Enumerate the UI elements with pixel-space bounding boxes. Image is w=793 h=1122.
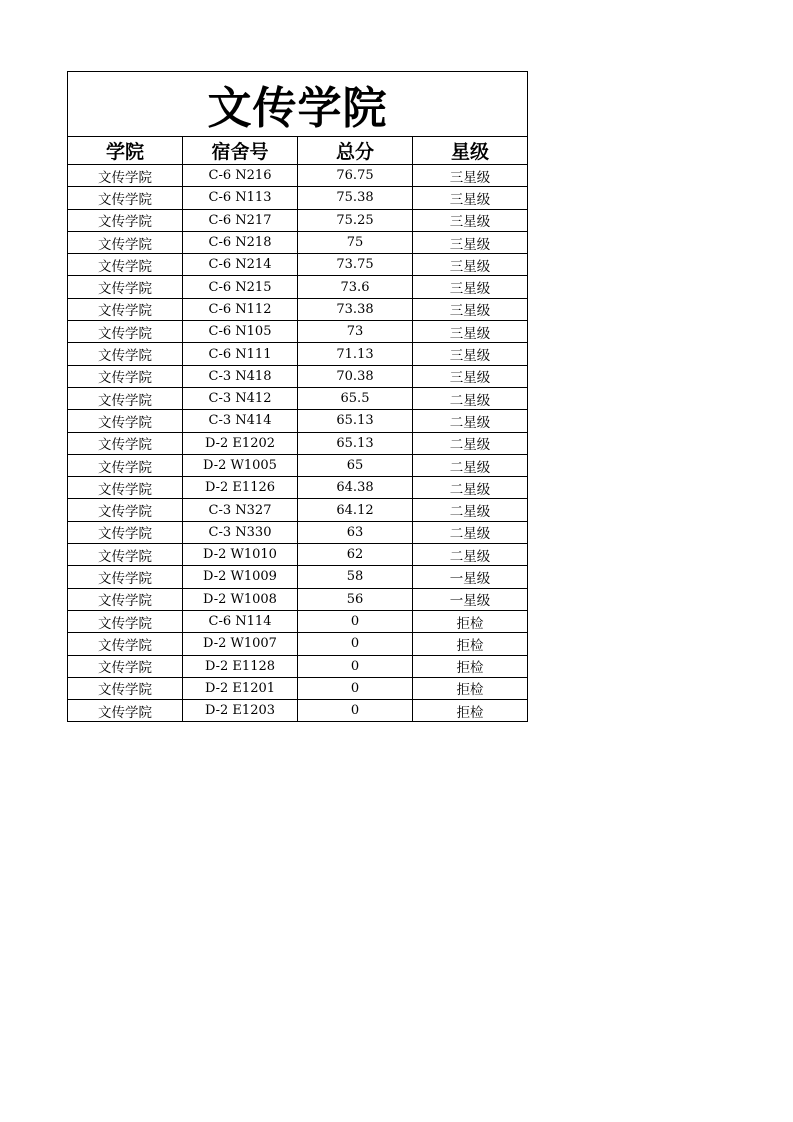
cell-score: 62 xyxy=(298,544,413,566)
cell-score: 63 xyxy=(298,521,413,543)
cell-room: C-3 N418 xyxy=(183,365,298,387)
cell-star: 拒检 xyxy=(413,610,528,632)
cell-college: 文传学院 xyxy=(68,610,183,632)
cell-score: 0 xyxy=(298,633,413,655)
table-row xyxy=(68,165,528,187)
cell-score: 71.13 xyxy=(298,343,413,365)
cell-star: 二星级 xyxy=(413,387,528,409)
cell-room: D-2 W1005 xyxy=(183,454,298,476)
cell-score: 73 xyxy=(298,321,413,343)
cell-room: C-3 N414 xyxy=(183,410,298,432)
cell-college: 文传学院 xyxy=(68,633,183,655)
cell-score: 75.25 xyxy=(298,209,413,231)
table-row xyxy=(68,410,528,432)
cell-score: 0 xyxy=(298,700,413,722)
cell-college: 文传学院 xyxy=(68,387,183,409)
cell-star: 三星级 xyxy=(413,321,528,343)
cell-star: 二星级 xyxy=(413,477,528,499)
cell-score: 64.12 xyxy=(298,499,413,521)
cell-score: 58 xyxy=(298,566,413,588)
cell-star: 三星级 xyxy=(413,209,528,231)
table-row xyxy=(68,298,528,320)
column-header-star: 星级 xyxy=(413,137,528,165)
cell-score: 56 xyxy=(298,588,413,610)
cell-room: C-6 N114 xyxy=(183,610,298,632)
cell-score: 65.13 xyxy=(298,410,413,432)
cell-room: D-2 E1202 xyxy=(183,432,298,454)
table-row xyxy=(68,633,528,655)
dormitory-score-table xyxy=(67,71,528,722)
cell-room: D-2 E1128 xyxy=(183,655,298,677)
cell-college: 文传学院 xyxy=(68,209,183,231)
cell-college: 文传学院 xyxy=(68,700,183,722)
table-row xyxy=(68,209,528,231)
cell-college: 文传学院 xyxy=(68,321,183,343)
cell-star: 二星级 xyxy=(413,454,528,476)
cell-star: 三星级 xyxy=(413,365,528,387)
cell-score: 75 xyxy=(298,231,413,253)
cell-star: 拒检 xyxy=(413,700,528,722)
cell-college: 文传学院 xyxy=(68,432,183,454)
cell-star: 二星级 xyxy=(413,432,528,454)
table-row xyxy=(68,677,528,699)
cell-room: C-6 N113 xyxy=(183,187,298,209)
cell-college: 文传学院 xyxy=(68,365,183,387)
table-row xyxy=(68,521,528,543)
cell-college: 文传学院 xyxy=(68,544,183,566)
cell-score: 0 xyxy=(298,655,413,677)
cell-room: C-6 N217 xyxy=(183,209,298,231)
cell-college: 文传学院 xyxy=(68,231,183,253)
cell-college: 文传学院 xyxy=(68,521,183,543)
table-row xyxy=(68,187,528,209)
cell-room: D-2 E1201 xyxy=(183,677,298,699)
cell-room: C-3 N327 xyxy=(183,499,298,521)
column-header-room: 宿舍号 xyxy=(183,137,298,165)
cell-college: 文传学院 xyxy=(68,254,183,276)
cell-star: 三星级 xyxy=(413,165,528,187)
cell-room: C-6 N105 xyxy=(183,321,298,343)
cell-score: 64.38 xyxy=(298,477,413,499)
cell-star: 一星级 xyxy=(413,588,528,610)
cell-college: 文传学院 xyxy=(68,655,183,677)
table-row xyxy=(68,588,528,610)
cell-room: C-6 N216 xyxy=(183,165,298,187)
table-row xyxy=(68,365,528,387)
table-row xyxy=(68,655,528,677)
cell-score: 73.75 xyxy=(298,254,413,276)
cell-score: 70.38 xyxy=(298,365,413,387)
cell-star: 二星级 xyxy=(413,410,528,432)
cell-score: 0 xyxy=(298,610,413,632)
table-row xyxy=(68,566,528,588)
cell-room: D-2 W1007 xyxy=(183,633,298,655)
cell-star: 拒检 xyxy=(413,677,528,699)
cell-star: 三星级 xyxy=(413,276,528,298)
cell-score: 76.75 xyxy=(298,165,413,187)
table-row xyxy=(68,321,528,343)
cell-score: 0 xyxy=(298,677,413,699)
cell-college: 文传学院 xyxy=(68,165,183,187)
cell-score: 73.6 xyxy=(298,276,413,298)
table-row xyxy=(68,700,528,722)
cell-star: 二星级 xyxy=(413,499,528,521)
cell-star: 三星级 xyxy=(413,254,528,276)
cell-room: D-2 W1010 xyxy=(183,544,298,566)
table-row xyxy=(68,231,528,253)
cell-room: D-2 E1126 xyxy=(183,477,298,499)
column-header-college: 学院 xyxy=(68,137,183,165)
table-row xyxy=(68,477,528,499)
table-row xyxy=(68,499,528,521)
cell-college: 文传学院 xyxy=(68,477,183,499)
cell-college: 文传学院 xyxy=(68,677,183,699)
cell-college: 文传学院 xyxy=(68,298,183,320)
cell-college: 文传学院 xyxy=(68,187,183,209)
table-body xyxy=(68,165,528,722)
cell-score: 65.5 xyxy=(298,387,413,409)
cell-star: 拒检 xyxy=(413,655,528,677)
cell-room: C-3 N412 xyxy=(183,387,298,409)
cell-college: 文传学院 xyxy=(68,588,183,610)
cell-score: 65.13 xyxy=(298,432,413,454)
cell-score: 75.38 xyxy=(298,187,413,209)
cell-score: 73.38 xyxy=(298,298,413,320)
table-row xyxy=(68,454,528,476)
table-row xyxy=(68,254,528,276)
cell-star: 三星级 xyxy=(413,231,528,253)
column-header-score: 总分 xyxy=(298,137,413,165)
table-row xyxy=(68,544,528,566)
cell-college: 文传学院 xyxy=(68,343,183,365)
table-row xyxy=(68,343,528,365)
cell-room: D-2 W1009 xyxy=(183,566,298,588)
cell-room: C-6 N111 xyxy=(183,343,298,365)
cell-star: 二星级 xyxy=(413,544,528,566)
cell-room: D-2 E1203 xyxy=(183,700,298,722)
title-row xyxy=(68,72,528,137)
table-row xyxy=(68,387,528,409)
cell-star: 拒检 xyxy=(413,633,528,655)
cell-college: 文传学院 xyxy=(68,410,183,432)
header-row xyxy=(68,137,528,165)
table-row xyxy=(68,276,528,298)
cell-score: 65 xyxy=(298,454,413,476)
cell-room: D-2 W1008 xyxy=(183,588,298,610)
cell-star: 一星级 xyxy=(413,566,528,588)
cell-star: 三星级 xyxy=(413,343,528,365)
cell-star: 三星级 xyxy=(413,298,528,320)
cell-room: C-6 N215 xyxy=(183,276,298,298)
cell-room: C-6 N214 xyxy=(183,254,298,276)
table-row xyxy=(68,432,528,454)
cell-college: 文传学院 xyxy=(68,499,183,521)
cell-star: 三星级 xyxy=(413,187,528,209)
cell-college: 文传学院 xyxy=(68,566,183,588)
cell-room: C-3 N330 xyxy=(183,521,298,543)
table-row xyxy=(68,610,528,632)
cell-college: 文传学院 xyxy=(68,276,183,298)
cell-room: C-6 N112 xyxy=(183,298,298,320)
cell-star: 二星级 xyxy=(413,521,528,543)
table-title: 文传学院 xyxy=(68,72,528,137)
cell-college: 文传学院 xyxy=(68,454,183,476)
cell-room: C-6 N218 xyxy=(183,231,298,253)
